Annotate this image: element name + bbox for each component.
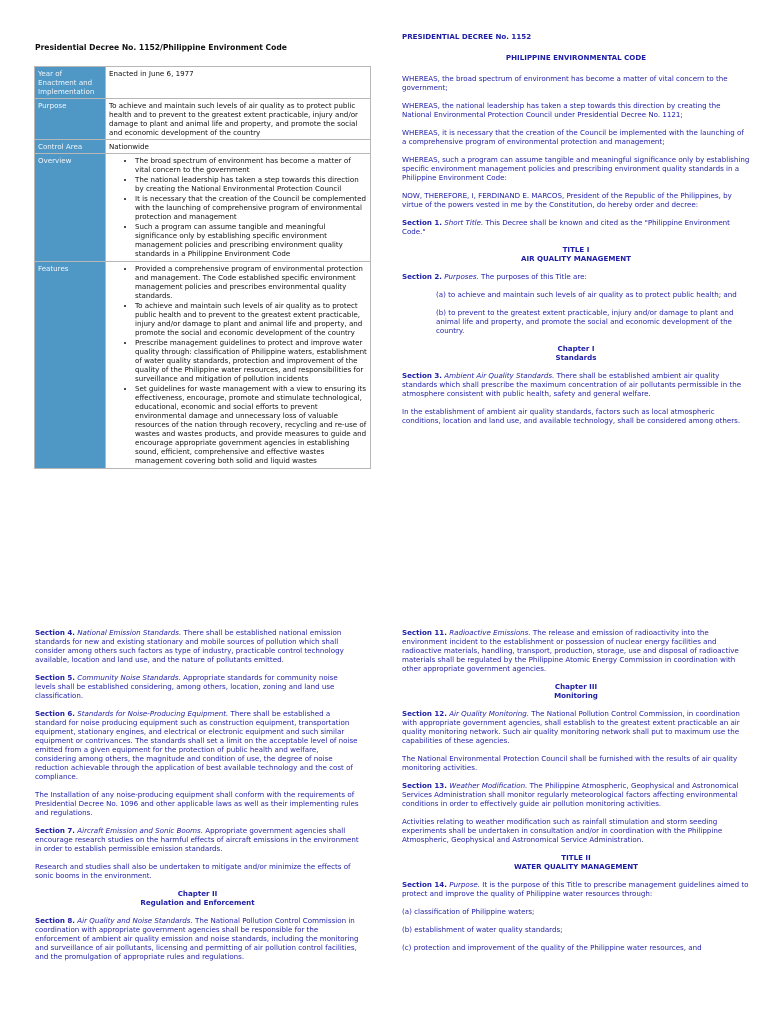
section-text: There shall be established ambient air quality standards which shall prescribe the maximum concentration of air pollutants permissible in the atmosphere consistent with public health, safety and general welfare. bbox=[402, 371, 742, 398]
row-value: Enacted in June 6, 1977 bbox=[106, 67, 371, 99]
clause-a: (a) classification of Philippine waters; bbox=[402, 907, 535, 916]
section-title: Aircraft Emission and Sonic Booms. bbox=[77, 826, 203, 835]
summary-table bbox=[34, 66, 371, 469]
section-title: Community Noise Standards. bbox=[77, 673, 181, 682]
section-text: It is the purpose of this Title to prescribe management guidelines aimed to protect and improve the quality of Philippine water resources through: bbox=[402, 880, 749, 898]
section-title: Weather Modification. bbox=[449, 781, 528, 790]
list-item: • Provided a comprehensive program of environmental protection and management. The Code established specific environment management policies and prescribes environmental quality standards. bbox=[135, 264, 367, 300]
summary-page bbox=[0, 0, 384, 596]
list-item: • To achieve and maintain such levels of air quality as to protect public health and to prevent to the greatest extent practicable, injury and/or damage to plant and animal life and property, and promote the social and economic development of the country bbox=[135, 301, 367, 337]
decree-text bbox=[402, 628, 750, 961]
section-12 bbox=[402, 709, 750, 745]
section-title: National Emission Standards. bbox=[77, 628, 182, 637]
list-item: • Such a program can assume tangible and meaningful significance only by establishing specific environment management policies and prescribing environment quality standards in a Philippine Environment Code bbox=[135, 222, 367, 258]
section-4 bbox=[35, 628, 360, 664]
section-text: The Philippine Atmospheric, Geophysical and Astronomical Services Administration shall monitor regularly meteorological factors affecting environmental conditions in order to effectively guide air pollution monitoring activities. bbox=[402, 781, 739, 808]
section-text: The National Pollution Control Commission, in coordination with appropriate government agencies, shall establish to the greatest extent practicable an air quality monitoring network. Such air quality monitoring network shall put to maximum use the capabilities of these agencies. bbox=[402, 709, 740, 745]
clause-a: (a) to achieve and maintain such levels of air quality as to protect public health; and bbox=[436, 290, 737, 299]
section-number: Section 4. bbox=[35, 628, 75, 637]
row-label: Year of Enactment and Implementation bbox=[35, 67, 106, 99]
chapter-heading: Chapter II bbox=[177, 889, 218, 898]
section-text: There shall be established national emission standards for new and existing stationary and mobile sources of pollution which shall consider among others such factors as type of industry, practicable control technology available, location and land use, and the nature of pollutants emitted. bbox=[35, 628, 344, 664]
section-text: There shall be established a standard for noise producing equipment such as construction equipment, transportation equipment, stationary engines, and electrical or electronic equipment and such similar equipment or contrivances. The standards shall set a limit on the acceptable level of noise emitted from a given equipment for the protection of public health and welfare, considering among others, the magnitude and condition of use, the degree of noise reduction achievable through the application of best available technology and the cost of compliance. bbox=[35, 709, 358, 781]
section-text: This Decree shall be known and cited as the "Philippine Environment Code." bbox=[402, 218, 730, 236]
whereas-clause: WHEREAS, the national leadership has taken a step towards this direction by creating the National Environmental Protection Council under Presidential Decree No. 1121; bbox=[402, 101, 721, 119]
table-row bbox=[35, 262, 371, 469]
section-number: Section 13. bbox=[402, 781, 447, 790]
table-row bbox=[35, 67, 371, 99]
section-number: Section 8. bbox=[35, 916, 75, 925]
whereas-clause: WHEREAS, such a program can assume tangible and meaningful significance only by establishing specific environment management policies and prescribing environment quality standards in a Philippine Environment Code: bbox=[402, 155, 750, 182]
chapter-name: Monitoring bbox=[554, 691, 598, 700]
section-number: Section 12. bbox=[402, 709, 447, 718]
chapter-heading: Chapter I bbox=[557, 344, 595, 353]
now-therefore-clause: NOW, THEREFORE, I, FERDINAND E. MARCOS, President of the Republic of the Philippines, by virtue of the powers vested in me by the Constitution, do hereby order and decree: bbox=[402, 191, 732, 209]
row-label: Overview bbox=[35, 154, 106, 262]
list-item: • It is necessary that the creation of the Council be complemented with the launching of comprehensive program of environmental protection and management bbox=[135, 194, 367, 221]
section-text: Appropriate standards for community noise levels shall be established considering, among others, location, zoning and land use classification. bbox=[35, 673, 338, 700]
title-heading: TITLE I bbox=[562, 245, 590, 254]
section-11 bbox=[402, 628, 750, 673]
row-value: To achieve and maintain such levels of air quality as to protect public health and to prevent to the greatest extent practicable, injury and/or damage to plant and animal life and property, and promote the social and economic development of the country bbox=[106, 99, 371, 140]
section-number: Section 11. bbox=[402, 628, 447, 637]
section-number: Section 3. bbox=[402, 371, 442, 380]
section-14 bbox=[402, 880, 750, 898]
decree-page-2 bbox=[0, 596, 384, 1024]
section-number: Section 14. bbox=[402, 880, 447, 889]
paragraph: The National Environmental Protection Council shall be furnished with the results of air quality monitoring activities. bbox=[402, 754, 738, 772]
decree-page-3 bbox=[384, 596, 768, 1024]
section-title: Purposes. bbox=[444, 272, 479, 281]
section-6 bbox=[35, 709, 360, 781]
document-title: Presidential Decree No. 1152/Philippine Environment Code bbox=[35, 43, 287, 52]
chapter-name: Standards bbox=[555, 353, 597, 362]
chapter-heading: Chapter III bbox=[554, 682, 598, 691]
decree-text bbox=[402, 32, 750, 434]
overview-list bbox=[109, 156, 367, 258]
section-number: Section 2. bbox=[402, 272, 442, 281]
section-title: Air Quality and Noise Standards. bbox=[77, 916, 193, 925]
title-name: WATER QUALITY MANAGEMENT bbox=[513, 862, 639, 871]
section-3 bbox=[402, 371, 750, 398]
table-row bbox=[35, 140, 371, 154]
paragraph: In the establishment of ambient air quality standards, factors such as local atmospheric conditions, location and land use, and available technology, shall be considered among others. bbox=[402, 407, 741, 425]
list-item: • The national leadership has taken a step towards this direction by creating the National Environmental Protection Council bbox=[135, 175, 367, 193]
section-number: Section 1. bbox=[402, 218, 442, 227]
paragraph: The Installation of any noise-producing equipment shall conform with the requirements of Presidential Decree No. 1096 and other applicable laws as well as their implementing rules and regulations. bbox=[35, 790, 359, 817]
row-value: Nationwide bbox=[106, 140, 371, 154]
section-1 bbox=[402, 218, 750, 236]
section-title: Purpose. bbox=[449, 880, 481, 889]
section-title: Short Title. bbox=[444, 218, 484, 227]
section-number: Section 6. bbox=[35, 709, 75, 718]
section-title: Ambient Air Quality Standards. bbox=[444, 371, 555, 380]
section-title: Air Quality Monitoring. bbox=[449, 709, 529, 718]
section-7 bbox=[35, 826, 360, 853]
section-number: Section 7. bbox=[35, 826, 75, 835]
row-value bbox=[106, 154, 371, 262]
paragraph: Activities relating to weather modification such as rainfall stimulation and storm seeding experiments shall be undertaken in consultation and/or in coordination with the Philippine Atmospheric, Geophysical and Astronomical Service Administration. bbox=[402, 817, 723, 844]
section-13 bbox=[402, 781, 750, 808]
row-label: Control Area bbox=[35, 140, 106, 154]
title-heading: TITLE II bbox=[561, 853, 591, 862]
section-text: The National Pollution Control Commission in coordination with appropriate government agencies shall be responsible for the enforcement of ambient air quality emission and noise standards, including the monitoring and surveillance of air pollutants, licensing and permitting of air pollution control facilities, and the promulgation of appropriate rules and regulations. bbox=[35, 916, 359, 961]
table-row bbox=[35, 99, 371, 140]
whereas-clause: WHEREAS, it is necessary that the creation of the Council be implemented with the launching of a comprehensive program of environmental protection and management; bbox=[402, 128, 744, 146]
clause-c: (c) protection and improvement of the quality of the Philippine water resources, and bbox=[402, 943, 702, 952]
features-list bbox=[109, 264, 367, 465]
row-value bbox=[106, 262, 371, 469]
section-8 bbox=[35, 916, 360, 961]
clause-b: (b) establishment of water quality standards; bbox=[402, 925, 563, 934]
decree-text bbox=[35, 628, 360, 970]
section-title: Standards for Noise-Producing Equipment. bbox=[77, 709, 229, 718]
section-title: Radioactive Emissions. bbox=[449, 628, 531, 637]
section-number: Section 5. bbox=[35, 673, 75, 682]
whereas-clause: WHEREAS, the broad spectrum of environment has become a matter of vital concern to the government; bbox=[402, 74, 728, 92]
row-label: Features bbox=[35, 262, 106, 469]
decree-heading: PRESIDENTIAL DECREE No. 1152 bbox=[402, 32, 532, 41]
row-label: Purpose bbox=[35, 99, 106, 140]
table-row bbox=[35, 154, 371, 262]
list-item: • The broad spectrum of environment has become a matter of vital concern to the government bbox=[135, 156, 367, 174]
list-item: • Prescribe management guidelines to protect and improve water quality through: classification of Philippine waters, establishment of water quality standards, protection and improvement of the quality of the Philippine water resources, and responsibilities for surveillance and mitigation of pollution incidents bbox=[135, 338, 367, 383]
title-name: AIR QUALITY MANAGEMENT bbox=[520, 254, 632, 263]
section-text: Appropriate government agencies shall encourage research studies on the harmful effects of aircraft emissions in the environment in order to establish permissible emission standards. bbox=[35, 826, 359, 853]
decree-page-1 bbox=[384, 0, 768, 596]
decree-subheading: PHILIPPINE ENVIRONMENTAL CODE bbox=[505, 53, 647, 62]
chapter-name: Regulation and Enforcement bbox=[140, 898, 255, 907]
section-text: The release and emission of radioactivity into the environment incident to the establishment or possession of nuclear energy facilities and radioactive materials, handling, transport, production, storage, use and disposal of radioactive materials shall be regulated by the Philippine Atomic Energy Commission in coordination with other appropriate government agencies. bbox=[402, 628, 739, 673]
clause-b: (b) to prevent to the greatest extent practicable, injury and/or damage to plant and animal life and property, and promote the social and economic development of the country. bbox=[436, 308, 734, 335]
section-2 bbox=[402, 272, 750, 281]
list-item: • Set guidelines for waste management with a view to ensuring its effectiveness, encourage, promote and stimulate technological, educational, economic and social efforts to prevent environmental damage and unnecessary loss of valuable resources of the nation through recovery, recycling and re-use of wastes and wastes products, and provide measures to guide and encourage appropriate government agencies in establishing sound, efficient, comprehensive and effective wastes management covering both solid and liquid wastes bbox=[135, 384, 367, 465]
section-text: The purposes of this Title are: bbox=[478, 272, 587, 281]
paragraph: Research and studies shall also be undertaken to mitigate and/or minimize the effects of sonic booms in the environment. bbox=[35, 862, 351, 880]
section-5 bbox=[35, 673, 360, 700]
